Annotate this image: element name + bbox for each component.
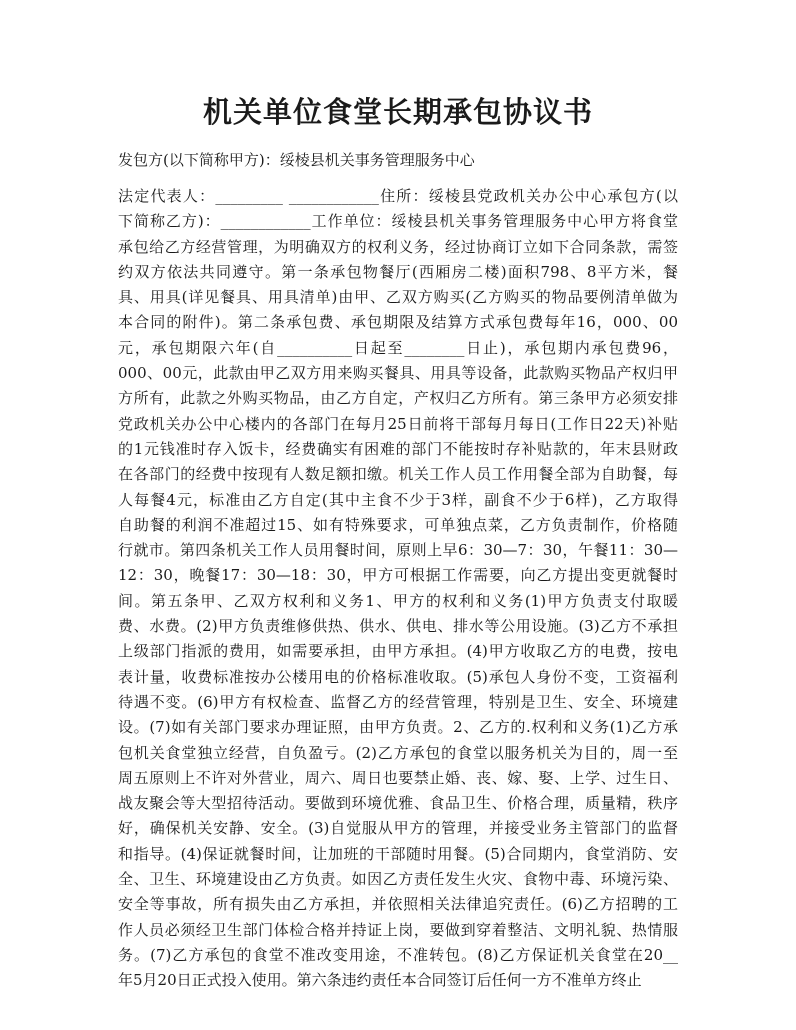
body-line: 约双方依法共同遵守。第一条承包物餐厅(西厢房二楼)面积798、8平方米，餐 (118, 262, 678, 281)
body-line: 承包给乙方经营管理，为明确双方的权利义务，经过协商订立如下合同条款，需签 (118, 237, 678, 256)
body-line: 作人员必须经卫生部门体检合格并持证上岗，要做到穿着整洁、文明礼貌、热情服 (118, 920, 678, 939)
body-line: 12：30，晚餐17：30—18：30，甲方可根据工作需要，向乙方提出变更就餐时 (118, 566, 678, 585)
body-line: 具、用具(详见餐具、用具清单)由甲、乙双方购买(乙方购买的物品要例清单做为 (118, 288, 678, 307)
body-line: 费、水费。(2)甲方负责维修供热、供水、供电、排水等公用设施。(3)乙方不承担 (118, 617, 678, 636)
body-line: 包机关食堂独立经营，自负盈亏。(2)乙方承包的食堂以服务机关为目的，周一至 (118, 743, 678, 762)
body-line: 元，承包期限六年(自__________日起至________日止)，承包期内承包费96， (118, 338, 678, 357)
body-line: 务。(7)乙方承包的食堂不准改变用途，不准转包。(8)乙方保证机关食堂在20__ (118, 945, 678, 964)
body-line: 方所有，此款之外购买物品，由乙方自定，产权归乙方所有。第三条甲方必须安排 (118, 389, 678, 408)
body-line: 设。(7)如有关部门要求办理证照，由甲方负责。2、乙方的.权利和义务(1)乙方承 (118, 718, 678, 737)
body-line: 好，确保机关安静、安全。(3)自觉服从甲方的管理，并接受业务主管部门的监督 (118, 819, 678, 838)
body-line: 表计量，收费标准按办公楼用电的价格标准收取。(5)承包人身份不变，工资福利 (118, 667, 678, 686)
body-line: 行就市。第四条机关工作人员用餐时间，原则上早6：30—7：30，午餐11：30— (118, 541, 678, 560)
body-line: 上级部门指派的费用，如需要承担，由甲方承担。(4)甲方收取乙方的电费，按电 (118, 642, 678, 661)
body-line: 周五原则上不许对外营业，周六、周日也要禁止婚、丧、嫁、娶、上学、过生日、 (118, 768, 678, 787)
body-line: 自助餐的利润不准超过15、如有特殊要求，可单独点菜，乙方负责制作，价格随 (118, 515, 678, 534)
party-a-line: 发包方(以下简称甲方)：绥棱县机关事务管理服务中心 (118, 151, 475, 169)
body-line: 待遇不变。(6)甲方有权检查、监督乙方的经营管理，特别是卫生、安全、环境建 (118, 692, 678, 711)
body-line: 人每餐4元，标准由乙方自定(其中主食不少于3样，副食不少于6样)，乙方取得 (118, 490, 678, 509)
body-line: 间。第五条甲、乙双方权利和义务1、甲方的权利和义务(1)甲方负责支付取暖 (118, 591, 678, 610)
body-line: 党政机关办公中心楼内的各部门在每月25日前将干部每月每日(工作日22天)补贴 (118, 414, 678, 433)
document-title: 机关单位食堂长期承包协议书 (202, 95, 593, 129)
body-line: 安全等事故，所有损失由乙方承担，并依照相关法律追究责任。(6)乙方招聘的工 (118, 895, 678, 914)
body-line: 000、00元，此款由甲乙双方用来购买餐具、用具等设备，此款购买物品产权归甲 (118, 364, 678, 383)
body-line: 和指导。(4)保证就餐时间，让加班的干部随时用餐。(5)合同期内，食堂消防、安 (118, 844, 678, 863)
body-line: 战友聚会等大型招待活动。要做到环境优雅、食品卫生、价格合理，质量精，秩序 (118, 794, 678, 813)
body-line: 下简称乙方)：____________工作单位：绥棱县机关事务管理服务中心甲方将食堂 (118, 212, 678, 231)
body-line: 全、卫生、环境建设由乙方负责。如因乙方责任发生火灾、食物中毒、环境污染、 (118, 870, 678, 889)
body-line: 法定代表人：_________ ____________住所：绥棱县党政机关办公中心承包方(以 (118, 187, 678, 205)
body-line: 的1元钱准时存入饭卡，经费确实有困难的部门不能按时存补贴款的，年末县财政 (118, 439, 678, 458)
body-line: 在各部门的经费中按现有人数足额扣缴。机关工作人员工作用餐全部为自助餐，每 (118, 465, 678, 484)
agreement-body (118, 184, 678, 994)
body-line: 年5月20日正式投入使用。第六条违约责任本合同签订后任何一方不准单方终止 (118, 971, 642, 990)
body-line: 本合同的附件)。第二条承包费、承包期限及结算方式承包费每年16，000、00 (118, 313, 678, 332)
